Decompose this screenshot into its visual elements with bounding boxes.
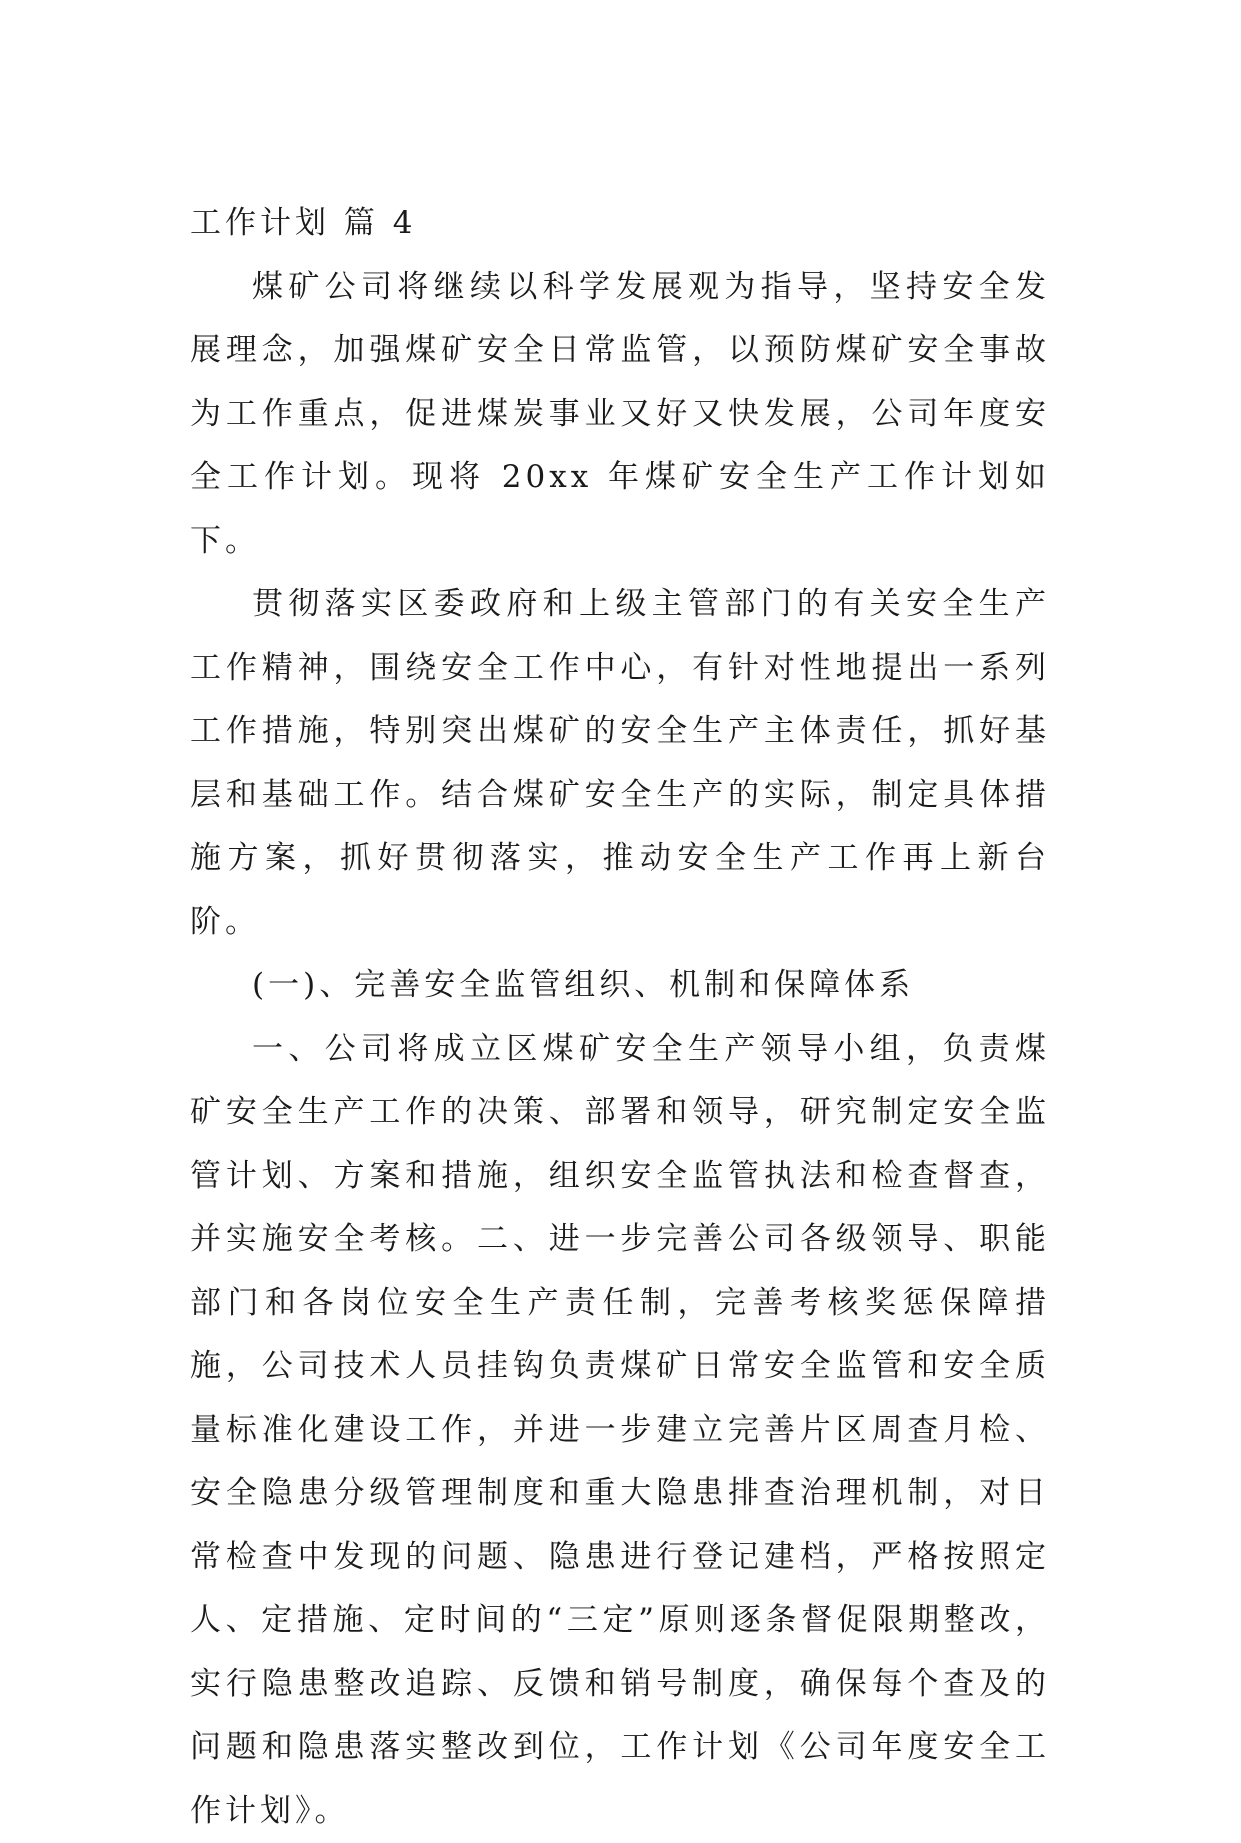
paragraph-measures: 一、公司将成立区煤矿安全生产领导小组，负责煤矿安全生产工作的决策、部署和领导，研究制定安全监管计划、方案和措施，组织安全监管执法和检查督查，并实施安全考核。二、进一步完善公司各级领导、职能部门和各岗位安全生产责任制，完善考核奖惩保障措施，公司技术人员挂钩负责煤矿日常安全监管和安全质量标准化建设工作，并进一步建立完善片区周查月检、安全隐患分级管理制度和重大隐患排查治理机制，对日常检查中发现的问题、隐患进行登记建档，严格按照定人、定措施、定时间的“三定”原则逐条督促限期整改，实行隐患整改追踪、反馈和销号制度，确保每个查及的问题和隐患落实整改到位，工作计划《公司年度安全工作计划》。 [190,1018,1050,1843]
paragraph-implementation: 贯彻落实区委政府和上级主管部门的有关安全生产工作精神，围绕安全工作中心，有针对性地提出一系列工作措施，特别突出煤矿的安全生产主体责任，抓好基层和基础工作。结合煤矿安全生产的实际，制定具体措施方案，抓好贯彻落实，推动安全生产工作再上新台阶。 [190,573,1050,954]
document-heading: 工作计划 篇 4 [190,192,1050,256]
section-subheading: (一)、完善安全监管组织、机制和保障体系 [190,954,1050,1018]
document-page [190,192,1050,1843]
paragraph-intro: 煤矿公司将继续以科学发展观为指导，坚持安全发展理念，加强煤矿安全日常监管，以预防煤矿安全事故为工作重点，促进煤炭事业又好又快发展，公司年度安全工作计划。现将 20xx 年煤矿安全生产工作计划如下。 [190,256,1050,574]
